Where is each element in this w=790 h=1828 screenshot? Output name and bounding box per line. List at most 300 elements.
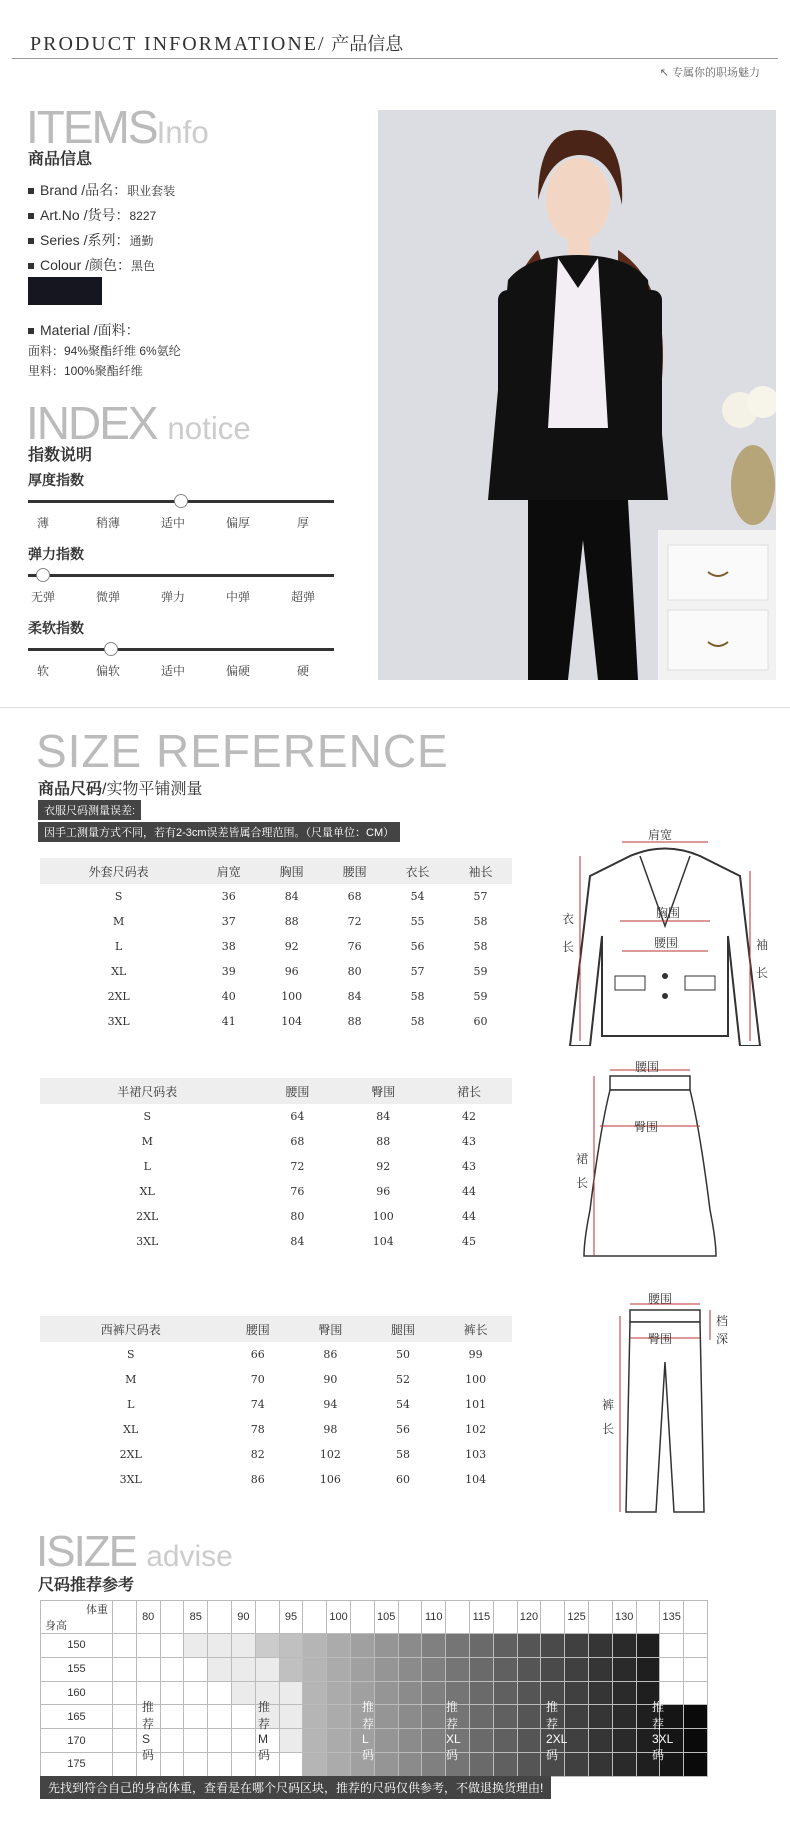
- index-heading-en-sub: notice: [167, 411, 251, 446]
- size-heading-cn: [38, 776, 202, 799]
- advise-grid-cell: [208, 1681, 232, 1705]
- table-cell: L: [127, 1398, 135, 1411]
- advise-rec-label: 推荐3XL码: [652, 1700, 674, 1762]
- advise-grid-cell: [184, 1681, 208, 1705]
- advise-weight-cell: 110: [422, 1601, 446, 1634]
- table-cell: M: [141, 1135, 153, 1148]
- pants-sketch-icon: [600, 1296, 750, 1516]
- advise-grid-cell: [612, 1657, 636, 1681]
- table-header-row: [40, 1078, 512, 1104]
- advise-rec-label: 推荐S码: [142, 1700, 155, 1762]
- advise-grid-cell: [660, 1634, 684, 1658]
- advise-grid-cell: [422, 1729, 446, 1753]
- table-cell: 64: [290, 1110, 305, 1123]
- table-cell: 38: [221, 940, 236, 953]
- advise-grid-cell: [374, 1657, 398, 1681]
- table-row: [40, 884, 512, 909]
- table-cell: 57: [410, 965, 425, 978]
- table-cell: 43: [462, 1135, 477, 1148]
- advise-weight-cell: 130: [612, 1601, 636, 1634]
- size-heading-cn-main: 商品尺码: [38, 781, 103, 798]
- pants-waist-label: 腰围: [648, 1292, 673, 1306]
- slider-tick-label: 偏厚: [225, 516, 250, 530]
- table-cell: S: [126, 1348, 135, 1361]
- advise-grid-cell: [517, 1681, 541, 1705]
- table-cell: 102: [465, 1423, 487, 1436]
- advise-grid-cell: [113, 1752, 137, 1776]
- table-cell: 45: [462, 1235, 477, 1248]
- advise-weight-cell: [113, 1601, 137, 1634]
- advise-grid-cell: [517, 1634, 541, 1658]
- advise-grid-cell: [469, 1729, 493, 1753]
- skirt-diagram: [570, 1060, 730, 1264]
- table-cell: 76: [290, 1185, 305, 1198]
- advise-heading-cn: 尺码推荐参考: [38, 1577, 135, 1594]
- table-row: [40, 1204, 512, 1229]
- advise-grid-cell: [398, 1681, 422, 1705]
- advise-grid-cell: [350, 1634, 374, 1658]
- advise-weight-cell: [684, 1601, 708, 1634]
- sleeve-label-a: 袖: [756, 938, 769, 952]
- advise-grid-cell: [303, 1657, 327, 1681]
- advise-header-row: [41, 1601, 708, 1634]
- advise-grid-cell: [374, 1729, 398, 1753]
- bullet-icon: [28, 328, 34, 334]
- advise-grid-cell: [160, 1729, 184, 1753]
- table-row: [40, 1442, 512, 1467]
- table-cell: 40: [221, 990, 236, 1003]
- advise-row: [41, 1657, 708, 1681]
- advise-grid-cell: [588, 1752, 612, 1776]
- advise-grid-cell: [184, 1729, 208, 1753]
- table-header-cell: 胸围: [260, 858, 323, 884]
- table-row: [40, 1392, 512, 1417]
- slider-tick-label: 硬: [296, 664, 309, 678]
- slider-tick-label: 弹力: [160, 590, 185, 604]
- advise-grid-cell: [612, 1705, 636, 1729]
- advise-grid-cell: [327, 1752, 351, 1776]
- items-heading-en-sub: Info: [156, 115, 209, 150]
- advise-grid-cell: [184, 1705, 208, 1729]
- table-header-row: [40, 858, 512, 884]
- table-cell: 56: [396, 1423, 411, 1436]
- items-heading-en: [26, 101, 209, 153]
- table-cell: 96: [284, 965, 299, 978]
- slider-title: 弹力指数: [28, 546, 84, 562]
- advise-grid-cell: [565, 1729, 589, 1753]
- advise-grid-cell: [184, 1657, 208, 1681]
- advise-grid-cell: [565, 1705, 589, 1729]
- index-heading-en-main: INDEX: [26, 397, 157, 449]
- table-cell: 100: [281, 990, 303, 1003]
- advise-grid-cell: [303, 1705, 327, 1729]
- advise-grid-cell: [517, 1729, 541, 1753]
- page-title: [30, 30, 403, 56]
- advise-grid-cell: [446, 1634, 470, 1658]
- slider-track: [28, 574, 334, 577]
- advise-grid-cell: [327, 1681, 351, 1705]
- table-cell: 86: [250, 1473, 265, 1486]
- advise-grid-cell: [612, 1681, 636, 1705]
- series-value: 通勤: [129, 234, 154, 248]
- slider-tick-label: 微弹: [95, 590, 120, 604]
- bullet-icon: [28, 188, 34, 194]
- table-row: [40, 1104, 512, 1129]
- advise-height-cell: 160: [41, 1681, 113, 1705]
- slider-title: 柔软指数: [28, 620, 84, 636]
- waist-label: 腰围: [654, 936, 679, 950]
- advise-grid-cell: [279, 1705, 303, 1729]
- advise-grid-cell: [541, 1634, 565, 1658]
- advise-grid-cell: [588, 1681, 612, 1705]
- colour-label: Colour /颜色：: [40, 257, 132, 273]
- advise-grid-cell: [636, 1634, 660, 1658]
- advise-grid-cell: [208, 1705, 232, 1729]
- advise-rec-label: 推荐M码: [258, 1700, 271, 1762]
- table-header-cell: 臀围: [340, 1078, 426, 1104]
- skirt-len-label-a: 裙: [576, 1152, 589, 1166]
- advise-grid-cell: [612, 1729, 636, 1753]
- product-photo: [378, 110, 776, 680]
- table-cell: 88: [376, 1135, 391, 1148]
- table-header-cell: 西裤尺码表: [40, 1316, 221, 1342]
- table-cell: 52: [396, 1373, 411, 1386]
- advise-heading-en-main: ISIZE: [36, 1527, 137, 1576]
- pants-hip-label: 臀围: [648, 1332, 673, 1346]
- material-label: Material /面料：: [40, 322, 140, 338]
- table-header-cell: 袖长: [449, 858, 512, 884]
- table-cell: 101: [465, 1398, 487, 1411]
- table-cell: 84: [284, 890, 299, 903]
- advise-height-cell: 170: [41, 1729, 113, 1753]
- advise-rec-label: 推荐2XL码: [546, 1700, 568, 1762]
- pants-len-label-a: 裤: [602, 1398, 615, 1412]
- slider-tick-label: 薄: [36, 516, 49, 530]
- advise-heading-en-sub: advise: [146, 1540, 233, 1573]
- advise-rec-label: 推荐L码: [362, 1700, 375, 1762]
- advise-grid-cell: [588, 1705, 612, 1729]
- slider-tick-label: 中弹: [225, 590, 250, 604]
- size-note-title: 衣服尺码测量误差:: [38, 800, 141, 820]
- advise-weight-cell: [350, 1601, 374, 1634]
- artno-label: Art.No /货号：: [40, 207, 130, 223]
- table-cell: 57: [473, 890, 488, 903]
- table-cell: 59: [473, 990, 488, 1003]
- table-header-cell: 臀围: [294, 1316, 367, 1342]
- table-cell: 102: [319, 1448, 341, 1461]
- advise-weight-cell: [398, 1601, 422, 1634]
- advise-grid-cell: [113, 1657, 137, 1681]
- table-cell: 82: [250, 1448, 265, 1461]
- advise-grid-cell: [398, 1752, 422, 1776]
- table-header-cell: 外套尺码表: [40, 858, 197, 884]
- advise-grid-cell: [422, 1752, 446, 1776]
- table-cell: 99: [468, 1348, 483, 1361]
- sleeve-label-b: 长: [756, 966, 769, 980]
- size-heading-en: SIZE REFERENCE: [36, 725, 449, 777]
- advise-grid-cell: [398, 1657, 422, 1681]
- advise-grid-cell: [636, 1657, 660, 1681]
- cursor-icon: ↖: [659, 67, 672, 79]
- slider-tick-label: 超弹: [290, 590, 315, 604]
- slider-tick-label: 偏软: [95, 664, 120, 678]
- advise-weight-cell: [636, 1601, 660, 1634]
- advise-grid-cell: [422, 1705, 446, 1729]
- table-cell: 90: [323, 1373, 338, 1386]
- table-row: [40, 984, 512, 1009]
- table-cell: 92: [284, 940, 299, 953]
- advise-grid-cell: [113, 1705, 137, 1729]
- advise-grid-cell: [398, 1634, 422, 1658]
- material-lining: 里料：100%聚酯纤维: [28, 364, 143, 378]
- advise-grid-cell: [565, 1752, 589, 1776]
- items-heading-cn: 商品信息: [28, 151, 93, 168]
- advise-grid-cell: [374, 1634, 398, 1658]
- table-cell: 3XL: [119, 1473, 142, 1486]
- table-cell: 39: [221, 965, 236, 978]
- advise-grid-cell: [113, 1729, 137, 1753]
- table-header-cell: 半裙尺码表: [40, 1078, 254, 1104]
- table-cell: 68: [290, 1135, 305, 1148]
- table-header-cell: 腰围: [254, 1078, 340, 1104]
- advise-grid-cell: [327, 1657, 351, 1681]
- advise-grid-cell: [160, 1634, 184, 1658]
- advise-grid-cell: [136, 1657, 160, 1681]
- advise-weight-cell: [588, 1601, 612, 1634]
- advise-grid-cell: [446, 1657, 470, 1681]
- table-cell: 60: [396, 1473, 411, 1486]
- advise-corner-cell: [41, 1601, 113, 1634]
- advise-grid-cell: [279, 1752, 303, 1776]
- table-cell: 100: [372, 1210, 394, 1223]
- table-cell: 68: [347, 890, 362, 903]
- table-cell: 72: [347, 915, 362, 928]
- advise-grid-cell: [541, 1657, 565, 1681]
- advise-weight-cell: 115: [469, 1601, 493, 1634]
- table-cell: 86: [323, 1348, 338, 1361]
- table-cell: 78: [250, 1423, 265, 1436]
- pants-size-table: [40, 1316, 512, 1492]
- table-header-cell: 腰围: [323, 858, 386, 884]
- table-cell: 104: [281, 1015, 303, 1028]
- bullet-icon: [28, 263, 34, 269]
- table-cell: M: [113, 915, 125, 928]
- advise-grid-cell: [493, 1752, 517, 1776]
- advise-grid-cell: [327, 1634, 351, 1658]
- advise-grid-cell: [279, 1681, 303, 1705]
- table-cell: 104: [465, 1473, 487, 1486]
- advise-grid-cell: [113, 1681, 137, 1705]
- model-illustration: [378, 110, 776, 680]
- advise-grid-cell: [374, 1752, 398, 1776]
- advise-grid-cell: [588, 1634, 612, 1658]
- advise-grid-cell: [398, 1705, 422, 1729]
- table-cell: 43: [462, 1160, 477, 1173]
- advise-row: [41, 1634, 708, 1658]
- advise-grid-cell: [279, 1729, 303, 1753]
- advise-grid-cell: [565, 1681, 589, 1705]
- table-header-cell: 裙长: [426, 1078, 512, 1104]
- pants-len-label-b: 长: [602, 1422, 615, 1436]
- items-heading-en-main: ITEMS: [26, 101, 157, 153]
- advise-grid-cell: [684, 1681, 708, 1705]
- advise-height-cell: 150: [41, 1634, 113, 1658]
- table-cell: 2XL: [119, 1448, 142, 1461]
- advise-grid-cell: [660, 1657, 684, 1681]
- advise-grid-cell: [517, 1657, 541, 1681]
- table-cell: 60: [473, 1015, 488, 1028]
- table-header-cell: 腰围: [221, 1316, 294, 1342]
- advise-grid-cell: [684, 1634, 708, 1658]
- table-cell: XL: [139, 1185, 155, 1198]
- table-row: [40, 1467, 512, 1492]
- advise-weight-cell: 125: [565, 1601, 589, 1634]
- table-row: [40, 909, 512, 934]
- table-cell: 50: [396, 1348, 411, 1361]
- table-cell: XL: [123, 1423, 139, 1436]
- length-label-b: 长: [562, 940, 575, 954]
- table-row: [40, 1229, 512, 1254]
- advise-weight-cell: [255, 1601, 279, 1634]
- brand-row: [28, 180, 175, 200]
- table-cell: M: [125, 1373, 137, 1386]
- advise-heading-en: [36, 1527, 233, 1576]
- advise-grid-cell: [374, 1705, 398, 1729]
- section-divider: [0, 707, 790, 708]
- advise-grid-cell: [684, 1752, 708, 1776]
- table-cell: 37: [221, 915, 236, 928]
- advise-grid-cell: [565, 1657, 589, 1681]
- advise-rec-label: 推荐XL码: [446, 1700, 461, 1762]
- advise-grid-cell: [422, 1634, 446, 1658]
- brand-value: 职业套装: [127, 184, 176, 198]
- table-cell: 66: [250, 1348, 265, 1361]
- table-row: [40, 934, 512, 959]
- advise-grid-cell: [374, 1681, 398, 1705]
- advise-weight-cell: 100: [327, 1601, 351, 1634]
- table-cell: 42: [462, 1110, 477, 1123]
- pants-diagram: [600, 1292, 750, 1516]
- size-heading-cn-sub: /实物平铺测量: [102, 781, 203, 798]
- slider-tick-label: 无弹: [30, 590, 55, 604]
- table-cell: 76: [347, 940, 362, 953]
- advise-grid-cell: [565, 1634, 589, 1658]
- length-label-a: 衣: [562, 912, 575, 926]
- table-cell: 44: [462, 1210, 477, 1223]
- table-cell: 104: [372, 1235, 394, 1248]
- tagline-text: 专属你的职场魅力: [672, 67, 760, 79]
- table-cell: 3XL: [107, 1015, 130, 1028]
- advise-grid-cell: [279, 1657, 303, 1681]
- colour-swatch: [28, 277, 102, 305]
- advise-grid-cell: [113, 1634, 137, 1658]
- table-cell: 80: [347, 965, 362, 978]
- table-cell: 84: [290, 1235, 305, 1248]
- advise-grid-cell: [469, 1657, 493, 1681]
- advise-grid-cell: [469, 1681, 493, 1705]
- table-header-cell: 肩宽: [197, 858, 260, 884]
- artno-row: [28, 205, 156, 225]
- advise-grid-cell: [184, 1634, 208, 1658]
- table-cell: 59: [473, 965, 488, 978]
- pants-rise-label-b: 深: [716, 1332, 729, 1346]
- table-cell: 106: [319, 1473, 341, 1486]
- advise-grid-cell: [493, 1705, 517, 1729]
- advise-grid-cell: [231, 1634, 255, 1658]
- slider-tick-label: 适中: [160, 664, 185, 678]
- chest-label: 胸围: [656, 906, 681, 920]
- advise-weight-cell: [160, 1601, 184, 1634]
- advise-grid-cell: [231, 1705, 255, 1729]
- table-cell: 58: [473, 915, 488, 928]
- advise-grid-cell: [303, 1681, 327, 1705]
- advise-weight-cell: 120: [517, 1601, 541, 1634]
- table-cell: 94: [323, 1398, 338, 1411]
- slider-title: 厚度指数: [28, 472, 84, 488]
- advise-weight-cell: 135: [660, 1601, 684, 1634]
- table-cell: 92: [376, 1160, 391, 1173]
- slider-tick-label: 稍薄: [95, 516, 120, 530]
- table-cell: 55: [410, 915, 425, 928]
- advise-grid-cell: [231, 1681, 255, 1705]
- advise-grid-cell: [231, 1752, 255, 1776]
- table-header-row: [40, 1316, 512, 1342]
- table-cell: 54: [396, 1398, 411, 1411]
- table-header-cell: 腿围: [367, 1316, 440, 1342]
- page-title-en: PRODUCT INFORMATIONE/: [30, 33, 326, 55]
- slider-track: [28, 648, 334, 651]
- advise-grid-cell: [255, 1657, 279, 1681]
- slider-knob: [36, 568, 50, 582]
- advise-grid-cell: [279, 1634, 303, 1658]
- artno-value: 8227: [129, 209, 157, 223]
- table-cell: 58: [410, 1015, 425, 1028]
- table-row: [40, 1129, 512, 1154]
- advise-corner-height: 身高: [45, 1620, 67, 1632]
- table-cell: S: [143, 1110, 152, 1123]
- advise-grid-cell: [184, 1752, 208, 1776]
- skirt-hip-label: 臀围: [634, 1120, 659, 1134]
- series-row: [28, 230, 153, 250]
- advise-grid-cell: [303, 1729, 327, 1753]
- bullet-icon: [28, 238, 34, 244]
- advise-grid-cell: [255, 1634, 279, 1658]
- advise-grid-cell: [160, 1657, 184, 1681]
- advise-grid-cell: [350, 1657, 374, 1681]
- series-label: Series /系列：: [40, 232, 130, 248]
- advise-grid-cell: [303, 1634, 327, 1658]
- advise-height-cell: 155: [41, 1657, 113, 1681]
- table-cell: 3XL: [136, 1235, 159, 1248]
- table-cell: 54: [410, 890, 425, 903]
- table-cell: 58: [473, 940, 488, 953]
- advise-grid-cell: [136, 1634, 160, 1658]
- table-cell: 58: [410, 990, 425, 1003]
- advise-grid-cell: [208, 1729, 232, 1753]
- tagline: [660, 64, 760, 80]
- table-cell: 2XL: [107, 990, 130, 1003]
- advise-footer: 先找到符合自己的身高体重，查看是在哪个尺码区块，推荐的尺码仅供参考，不做退换货理由!: [40, 1776, 551, 1799]
- advise-weight-cell: [208, 1601, 232, 1634]
- advise-height-cell: 175: [41, 1752, 113, 1776]
- advise-grid-cell: [517, 1705, 541, 1729]
- page-title-cn: 产品信息: [325, 34, 404, 55]
- advise-grid-cell: [588, 1657, 612, 1681]
- advise-grid-cell: [422, 1681, 446, 1705]
- advise-grid-cell: [160, 1681, 184, 1705]
- jacket-size-table: [40, 858, 512, 1034]
- advise-grid-cell: [208, 1634, 232, 1658]
